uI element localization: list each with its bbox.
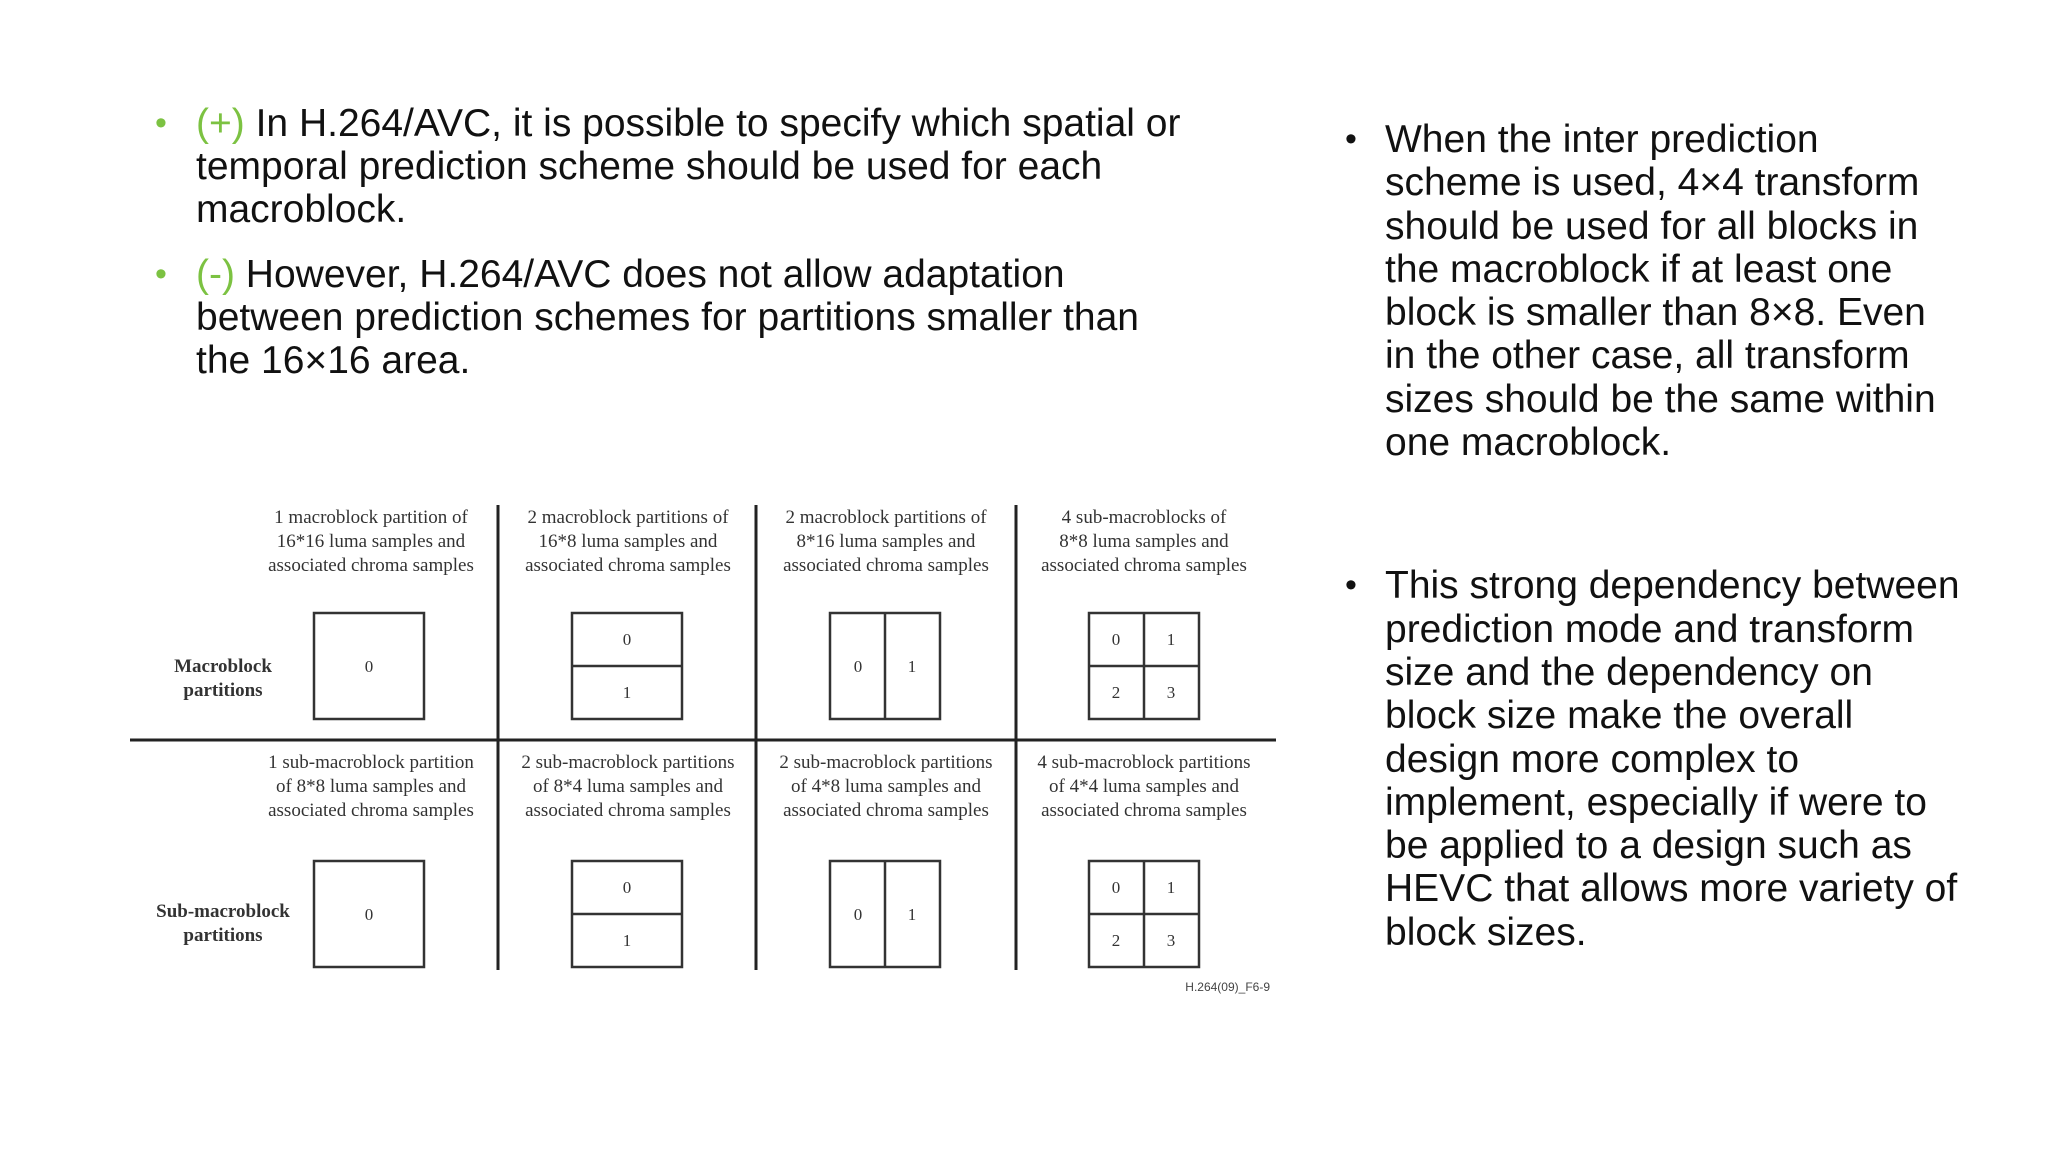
smb-partition-8x8 [314,861,424,967]
partition-index: 0 [1111,878,1121,897]
partition-index: 0 [622,878,632,897]
left-bullet-1 [150,102,1190,231]
row-label-macroblock-line2: partitions [183,680,263,701]
mb-caption-4-line3: associated chroma samples [1041,555,1247,576]
left-bullet-1-text: In H.264/AVC, it is possible to specify which spatial or temporal prediction scheme should be used for each macroblock. [196,102,1181,231]
smb-partition-4x8 [830,861,940,967]
row-label-macroblock-line1: Macroblock [174,656,272,677]
right-bullet-2-text: This strong dependency between prediction mode and transform size and the dependency on block size make the overall design more complex to implement, especially if were to be applied to a design such as HEVC that allows more variety of block sizes. [1385,564,1960,954]
partition-index: 2 [1111,683,1121,702]
figure-id: H.264(09)_F6-9 [1185,980,1270,994]
mb-partition-8x8 [1089,613,1199,719]
bullet-dot-icon: • [1345,566,1357,605]
left-bullet-2-text: However, H.264/AVC does not allow adaptation between prediction schemes for partitions smaller than the 16×16 area. [196,253,1139,382]
mb-caption-3-line2: 8*16 luma samples and [796,531,976,552]
mb-caption-4-line1: 4 sub-macroblocks of [1061,507,1227,528]
right-bullet-1-text: When the inter prediction scheme is used, 4×4 transform should be used for all blocks in the macroblock if at least one block is smaller than 8×8. Even in the other case, all transform sizes should be the same within one macroblock. [1385,118,1936,465]
partition-index: 3 [1166,683,1176,702]
smb-caption-1-line1: 1 sub-macroblock partition [268,752,474,773]
partition-index: 3 [1166,931,1176,950]
bullet-dot-icon: • [1345,120,1357,158]
smb-caption-3-line3: associated chroma samples [783,800,989,821]
right-bullet-list [1345,118,1965,954]
mb-partition-8x16 [830,613,940,719]
smb-caption-4-line2: of 4*4 luma samples and [1049,776,1239,797]
mb-caption-1-line3: associated chroma samples [268,555,474,576]
left-bullet-list [150,102,1190,404]
partition-index: 2 [1111,931,1121,950]
partition-index: 1 [907,657,917,676]
left-bullet-2 [150,253,1190,382]
partition-figure [128,495,1280,1005]
mb-partition-16x8 [572,613,682,719]
mb-caption-2-line2: 16*8 luma samples and [538,531,718,552]
partition-index: 0 [622,630,632,649]
mb-caption-2-line3: associated chroma samples [525,555,731,576]
partition-index: 1 [907,905,917,924]
partition-index: 0 [853,657,863,676]
smb-caption-2-line1: 2 sub-macroblock partitions [521,752,735,773]
smb-partition-4x4 [1089,861,1199,967]
smb-caption-2-line3: associated chroma samples [525,800,731,821]
row-label-sub-macroblock-line2: partitions [183,925,263,946]
smb-caption-4-line3: associated chroma samples [1041,800,1247,821]
smb-caption-3-line1: 2 sub-macroblock partitions [779,752,993,773]
mb-caption-2-line1: 2 macroblock partitions of [527,507,729,528]
row-label-sub-macroblock-line1: Sub-macroblock [156,901,290,922]
smb-partition-8x4 [572,861,682,967]
partition-index: 0 [364,905,374,924]
smb-caption-3-line2: of 4*8 luma samples and [791,776,981,797]
mb-caption-3-line3: associated chroma samples [783,555,989,576]
smb-caption-1-line3: associated chroma samples [268,800,474,821]
partition-index: 0 [1111,630,1121,649]
partition-diagram [128,495,1280,1005]
partition-index: 1 [622,683,632,702]
partition-index: 0 [364,657,374,676]
bullet-dot-icon: • [155,255,167,293]
mb-partition-16x16 [314,613,424,719]
mb-caption-4-line2: 8*8 luma samples and [1059,531,1229,552]
bullet-dot-icon: • [155,104,167,142]
mb-caption-1-line1: 1 macroblock partition of [274,507,468,528]
partition-index: 0 [853,905,863,924]
smb-caption-2-line2: of 8*4 luma samples and [533,776,723,797]
partition-index: 1 [1166,630,1176,649]
right-bullet-1 [1345,118,1965,464]
smb-caption-4-line1: 4 sub-macroblock partitions [1037,752,1251,773]
partition-index: 1 [622,931,632,950]
mb-caption-1-line2: 16*16 luma samples and [276,531,466,552]
con-sign: (-) [196,253,235,296]
smb-caption-1-line2: of 8*8 luma samples and [276,776,466,797]
pro-sign: (+) [196,102,245,145]
right-bullet-2 [1345,564,1965,954]
mb-caption-3-line1: 2 macroblock partitions of [785,507,987,528]
partition-index: 1 [1166,878,1176,897]
